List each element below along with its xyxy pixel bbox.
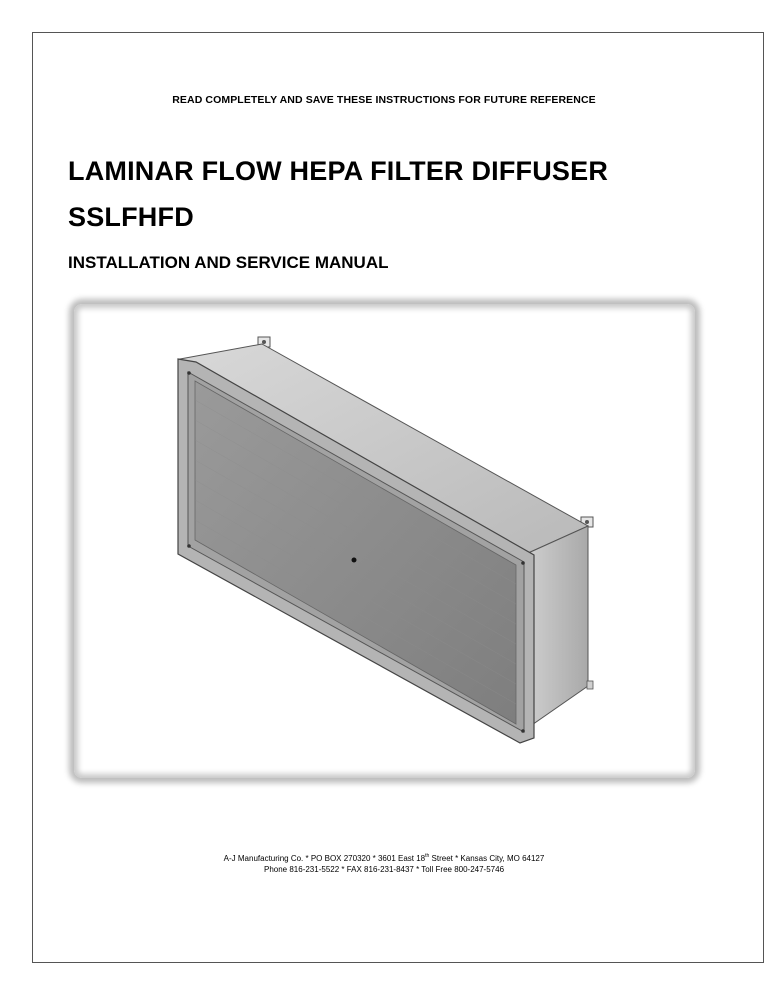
address-text-part-2: Street * Kansas City, MO 64127 bbox=[429, 854, 545, 863]
ordinal-suffix: th bbox=[425, 853, 430, 859]
company-address-line bbox=[0, 853, 768, 863]
document-subtitle: INSTALLATION AND SERVICE MANUAL bbox=[68, 253, 389, 272]
product-image-frame bbox=[74, 304, 695, 778]
read-instructions-notice: READ COMPLETELY AND SAVE THESE INSTRUCTIONS FOR FUTURE REFERENCE bbox=[172, 94, 596, 106]
address-text-part-1: A-J Manufacturing Co. * PO BOX 270320 * 3601 East 18 bbox=[223, 854, 426, 863]
document-title-line-1: LAMINAR FLOW HEPA FILTER DIFFUSER bbox=[68, 156, 609, 186]
company-phone-line: Phone 816-231-5522 * FAX 816-231-8437 * Toll Free 800-247-5746 bbox=[263, 865, 505, 874]
housing-side-surface bbox=[526, 526, 588, 729]
test-port-icon bbox=[352, 558, 357, 563]
document-title-line-2: SSLFHFD bbox=[68, 202, 194, 232]
hepa-filter-diffuser-illustration bbox=[74, 304, 695, 778]
